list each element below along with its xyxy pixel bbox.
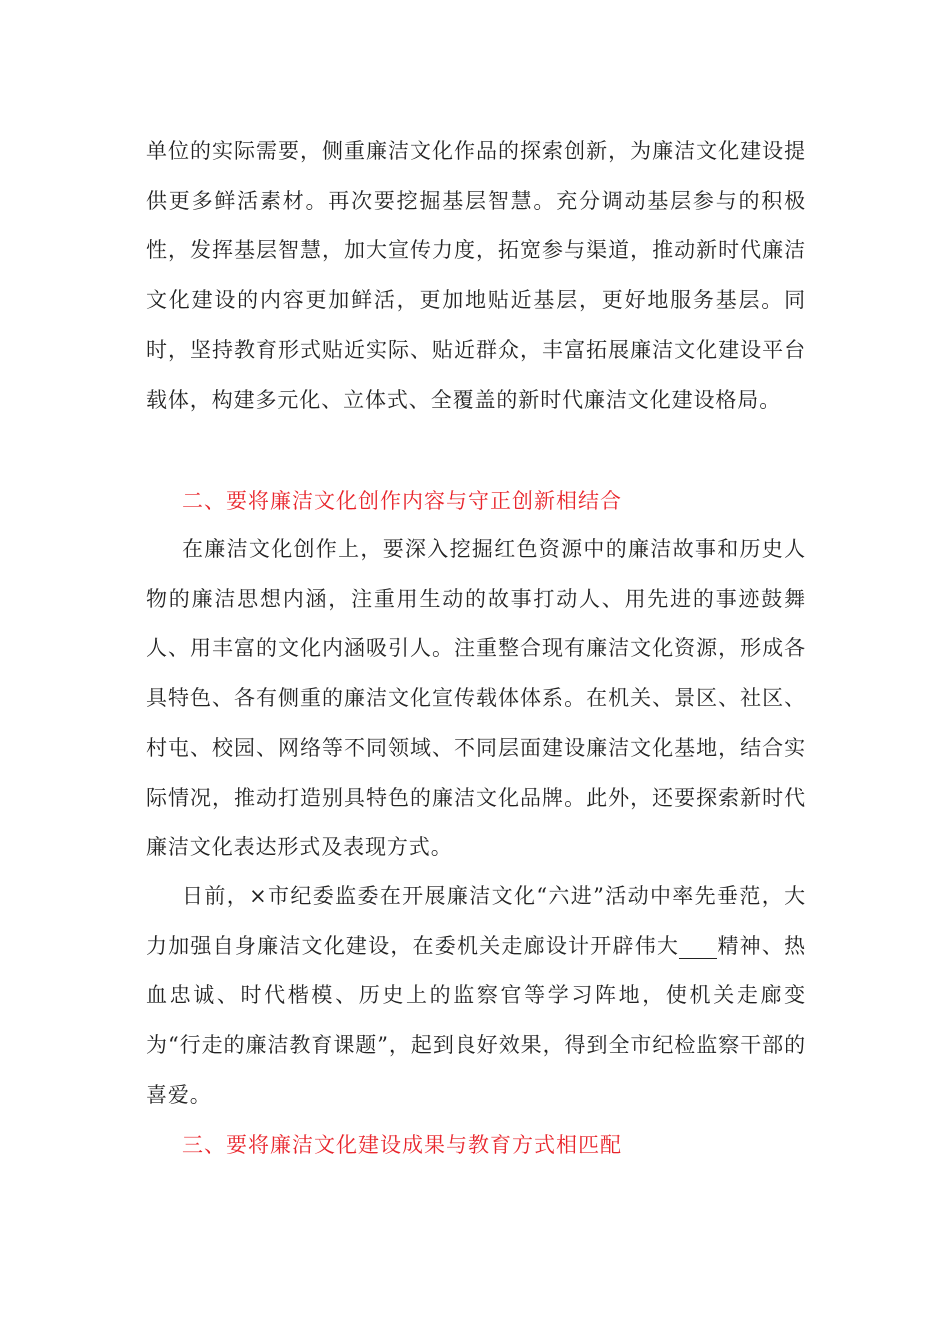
fill-in-blank (679, 956, 717, 959)
paragraph-example-part-2: 精神、热血忠诚、时代楷模、历史上的监察官等学习阵地，使机关走廊变为“行走的廉洁教育课题”，起到良好效果，得到全市纪检监察干部的喜爱。 (146, 933, 806, 1107)
paragraph-example (146, 872, 806, 1121)
paragraph-creation: 在廉洁文化创作上，要深入挖掘红色资源中的廉洁故事和历史人物的廉洁思想内涵，注重用生动的故事打动人、用先进的事迹鼓舞人、用丰富的文化内涵吸引人。注重整合现有廉洁文化资源，形成各具特色、各有侧重的廉洁文化宣传载体体系。在机关、景区、社区、村屯、校园、网络等不同领域、不同层面建设廉洁文化基地，结合实际情况，推动打造别具特色的廉洁文化品牌。此外，还要探索新时代廉洁文化表达形式及表现方式。 (146, 537, 806, 860)
section-heading-2: 二、要将廉洁文化创作内容与守正创新相结合 (182, 489, 622, 513)
paragraph-continued: 单位的实际需要，侧重廉洁文化作品的探索创新，为廉洁文化建设提供更多鲜活素材。再次要挖掘基层智慧。充分调动基层参与的积极性，发挥基层智慧，加大宣传力度，拓宽参与渠道，推动新时代廉洁文化建设的内容更加鲜活，更加地贴近基层，更好地服务基层。同时，坚持教育形式贴近实际、贴近群众，丰富拓展廉洁文化建设平台载体，构建多元化、立体式、全覆盖的新时代廉洁文化建设格局。 (146, 139, 806, 412)
section-heading-3: 三、要将廉洁文化建设成果与教育方式相匹配 (182, 1133, 622, 1157)
paragraph-example-part-1: 日前，×市纪委监委在开展廉洁文化“六进”活动中率先垂范，大力加强自身廉洁文化建设，在委机关走廊设计开辟伟大 (146, 884, 806, 958)
